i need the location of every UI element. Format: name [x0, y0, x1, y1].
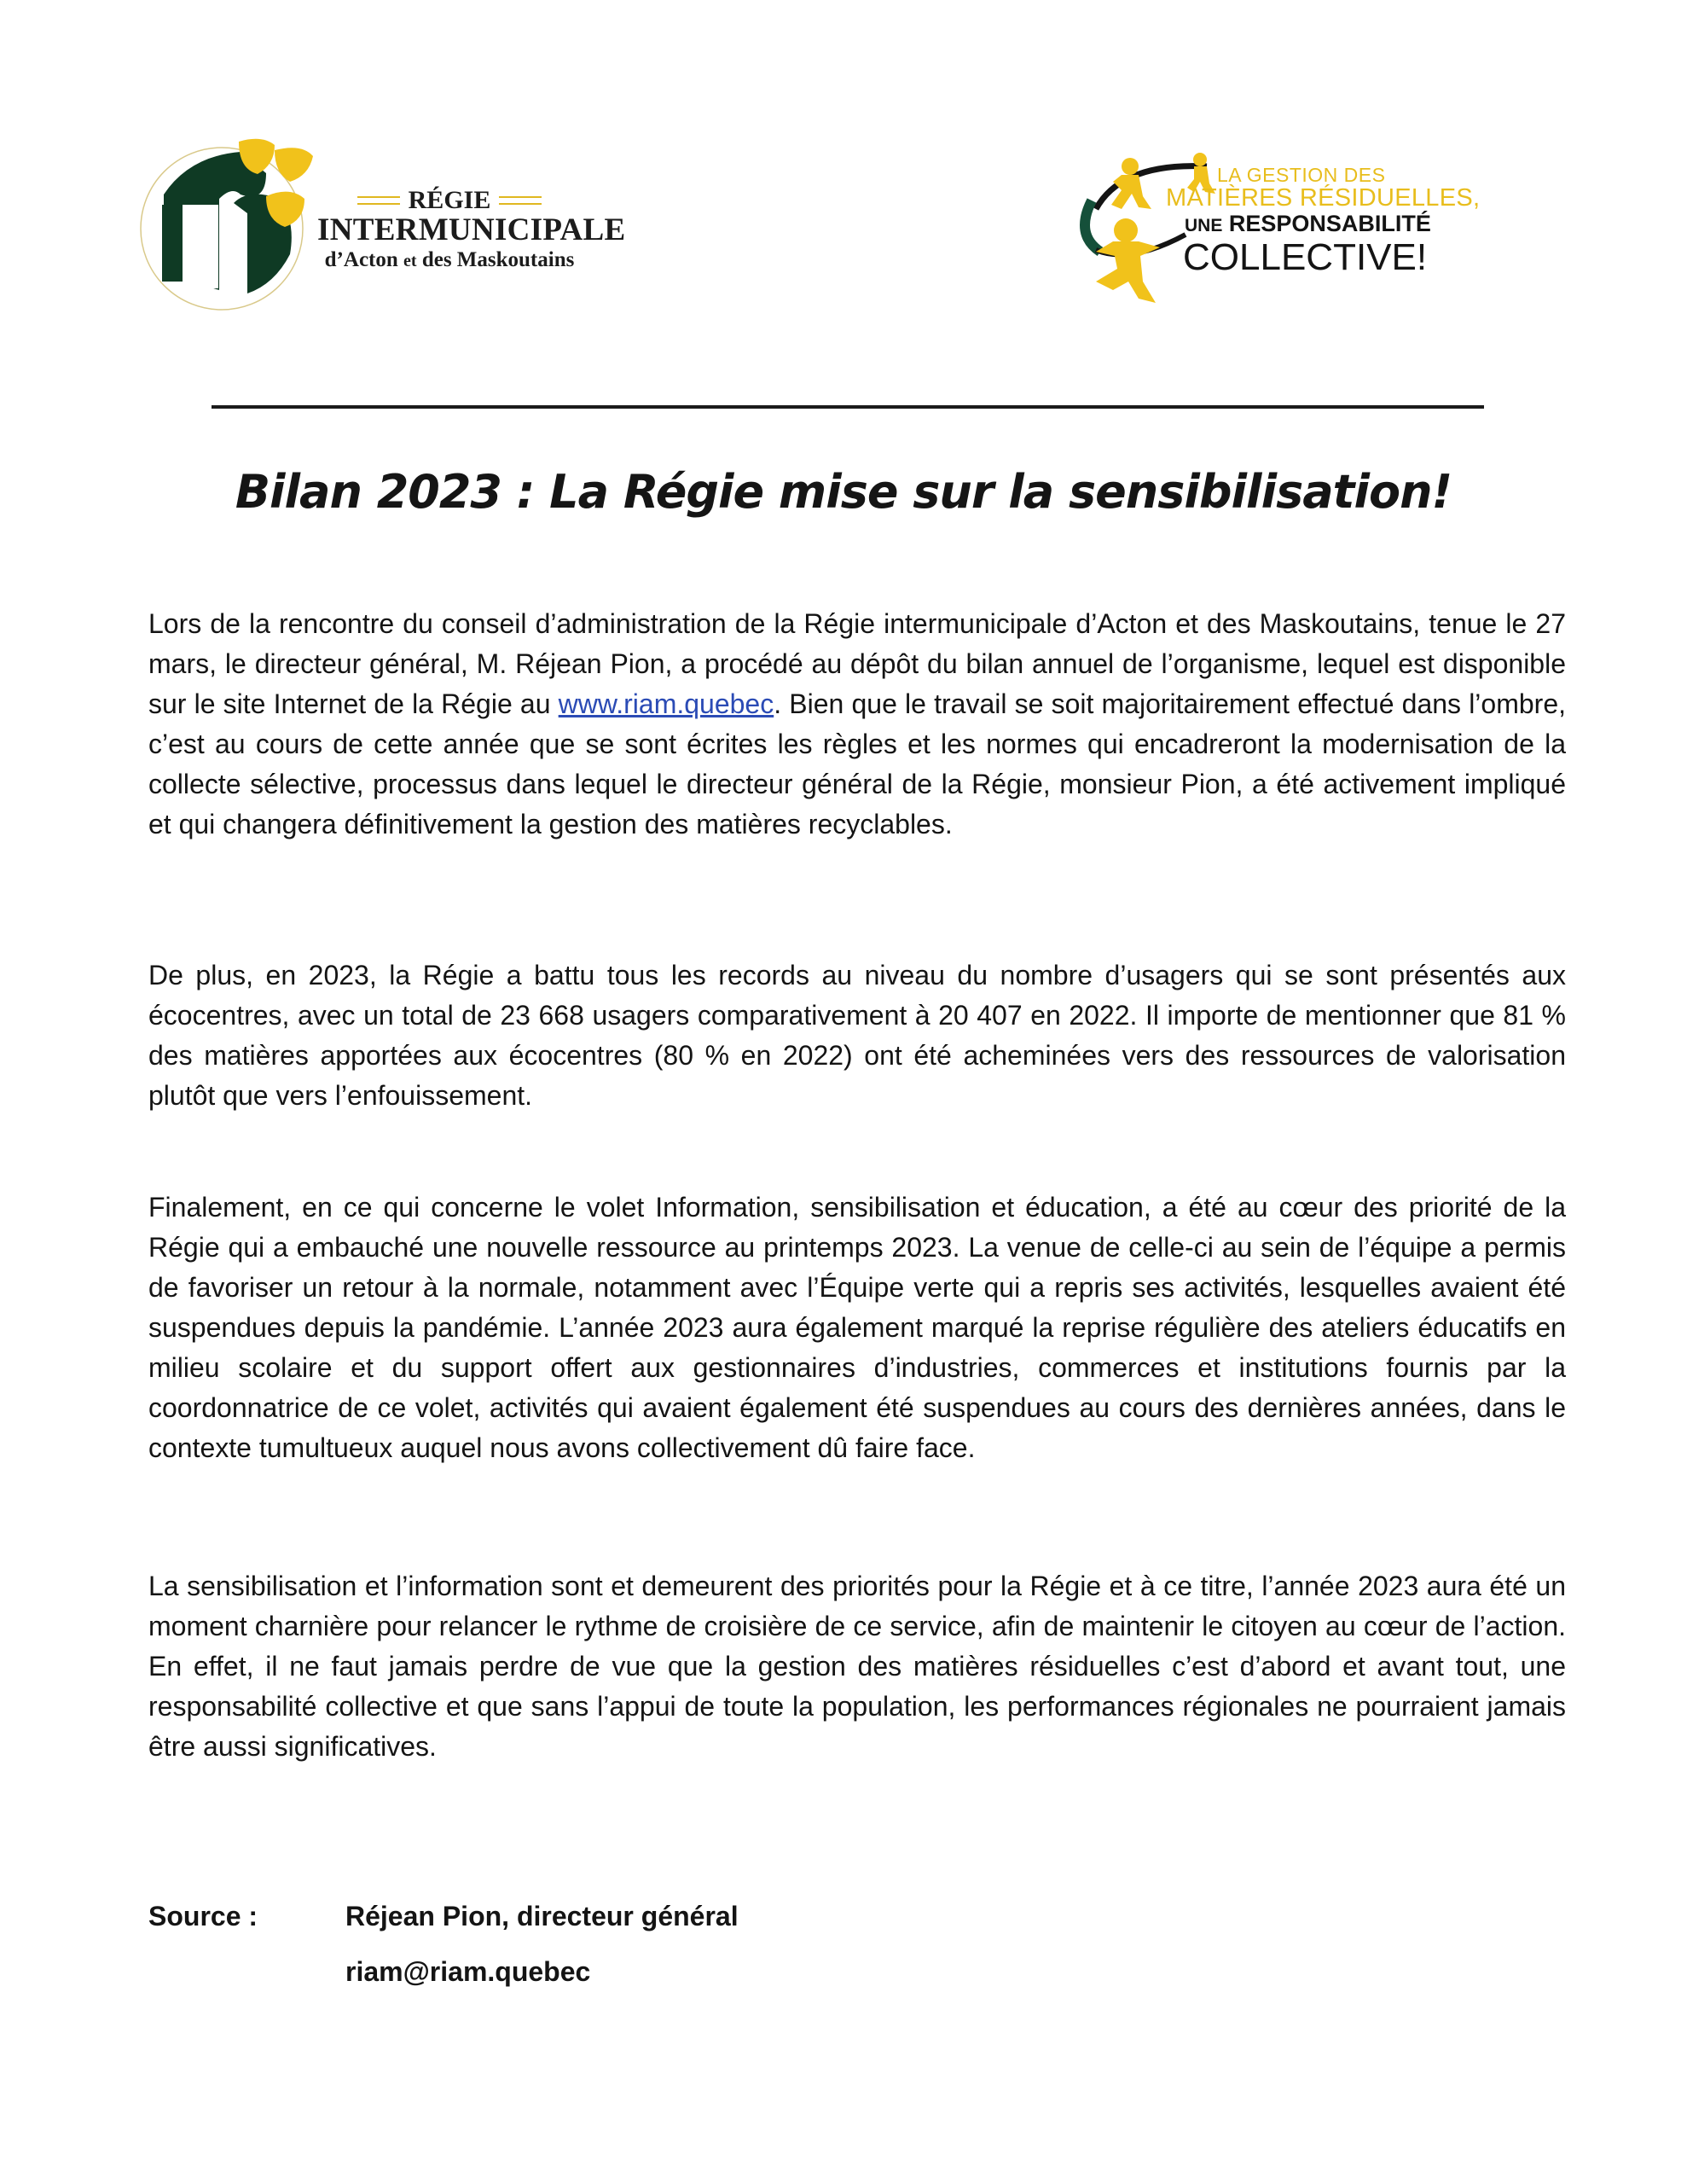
paragraph-2	[148, 956, 1566, 1116]
paragraph-4	[148, 1566, 1566, 1767]
document-title: Bilan 2023 : La Régie mise sur la sensibilisation!	[235, 465, 1452, 519]
gmr-campaign-logo	[1070, 141, 1497, 311]
gmr-line3-responsabilite: RESPONSABILITÉ	[1228, 211, 1431, 236]
regie-wordmark	[317, 186, 626, 274]
paragraph-1-text-a: Lors de la rencontre du conseil d’administration de la Régie intermunicipale d’Acton et des Maskoutains, tenue le 27 mars, le directeur général, M. Réjean Pion, a procédé au dépôt du bilan annuel de l’organisme, lequel est disponible sur le site Internet de la Régie au	[148, 608, 1566, 719]
gmr-line3-une: UNE	[1185, 216, 1223, 235]
regie-line1: RÉGIE	[408, 186, 491, 214]
gmr-line3	[1149, 211, 1480, 239]
regie-logo-icon	[138, 135, 317, 314]
header-divider	[212, 405, 1484, 409]
paragraph-2-text: De plus, en 2023, la Régie a battu tous les records au niveau du nombre d’usagers qui se sont présentés aux écocentres, avec un total de 23 668 usagers comparativement à 20 407 en 2022. Il importe de mentionner que 81 % des matières apportées aux écocentres (80 % en 2022) ont été acheminées vers des ressources de valorisation plutôt que vers l’enfouissement.	[148, 960, 1566, 1111]
website-link[interactable]: www.riam.quebec	[558, 688, 774, 719]
gmr-line1: LA GESTION DES	[1217, 164, 1386, 186]
paragraph-1-text-b: . Bien que le travail se soit majoritairement effectué dans l’ombre, c’est au cours de cette année que se sont écrites les règles et les normes qui encadreront la modernisation de la collecte sélective, processus dans lequel le directeur général de la Régie, monsieur Pion, a été activement impliqué et qui changera définitivement la gestion des matières recyclables.	[148, 688, 1567, 839]
decorative-dash	[357, 196, 400, 205]
source-name: Réjean Pion, directeur général	[345, 1901, 739, 1931]
regie-line3-acton: d’Acton	[324, 248, 398, 271]
regie-logo	[138, 135, 626, 314]
paragraph-3-text: Finalement, en ce qui concerne le volet Information, sensibilisation et éducation, a été au cœur des priorité de la Régie qui a embauché une nouvelle ressource au printemps 2023. La venue de celle-ci au sein de l’équipe a permis de favoriser un retour à la normale, notamment avec l’Équipe verte qui a repris ses activités, lesquelles avaient été suspendues depuis la pandémie. L’année 2023 aura également marqué la reprise régulière des ateliers éducatifs en milieu scolaire et du support offert aux gestionnaires d’industries, commerces et institutions fournis par la coordonnatrice de ce volet, activités qui avaient également été suspendues au cours des dernières années, dans le contexte tumultueux auquel nous avons collectivement dû faire face.	[148, 1192, 1566, 1463]
decorative-dash	[499, 196, 542, 205]
regie-line2: INTERMUNICIPALE	[317, 212, 626, 247]
gmr-wordmark	[1149, 165, 1480, 276]
regie-line3-et: et	[403, 252, 417, 270]
regie-line3	[317, 247, 582, 274]
paragraph-3	[148, 1188, 1566, 1468]
source-email[interactable]: riam@riam.quebec	[345, 1956, 591, 1987]
regie-line3-maskoutains: des Maskoutains	[421, 248, 575, 271]
source-label: Source :	[148, 1901, 258, 1931]
gmr-line2: MATIÈRES RÉSIDUELLES,	[1166, 184, 1481, 212]
paragraph-1	[148, 604, 1566, 845]
gmr-line4: COLLECTIVE!	[1183, 236, 1428, 278]
paragraph-4-text: La sensibilisation et l’information sont et demeurent des priorités pour la Régie et à ce titre, l’année 2023 aura été un moment charnière pour relancer le rythme de croisière de ce service, afin de maintenir le citoyen au cœur de l’action. En effet, il ne faut jamais perdre de vue que la gestion des matières résiduelles c’est d’abord et avant tout, une responsabilité collective et que sans l’appui de toute la population, les performances régionales ne pourraient jamais être aussi significatives.	[148, 1571, 1566, 1762]
